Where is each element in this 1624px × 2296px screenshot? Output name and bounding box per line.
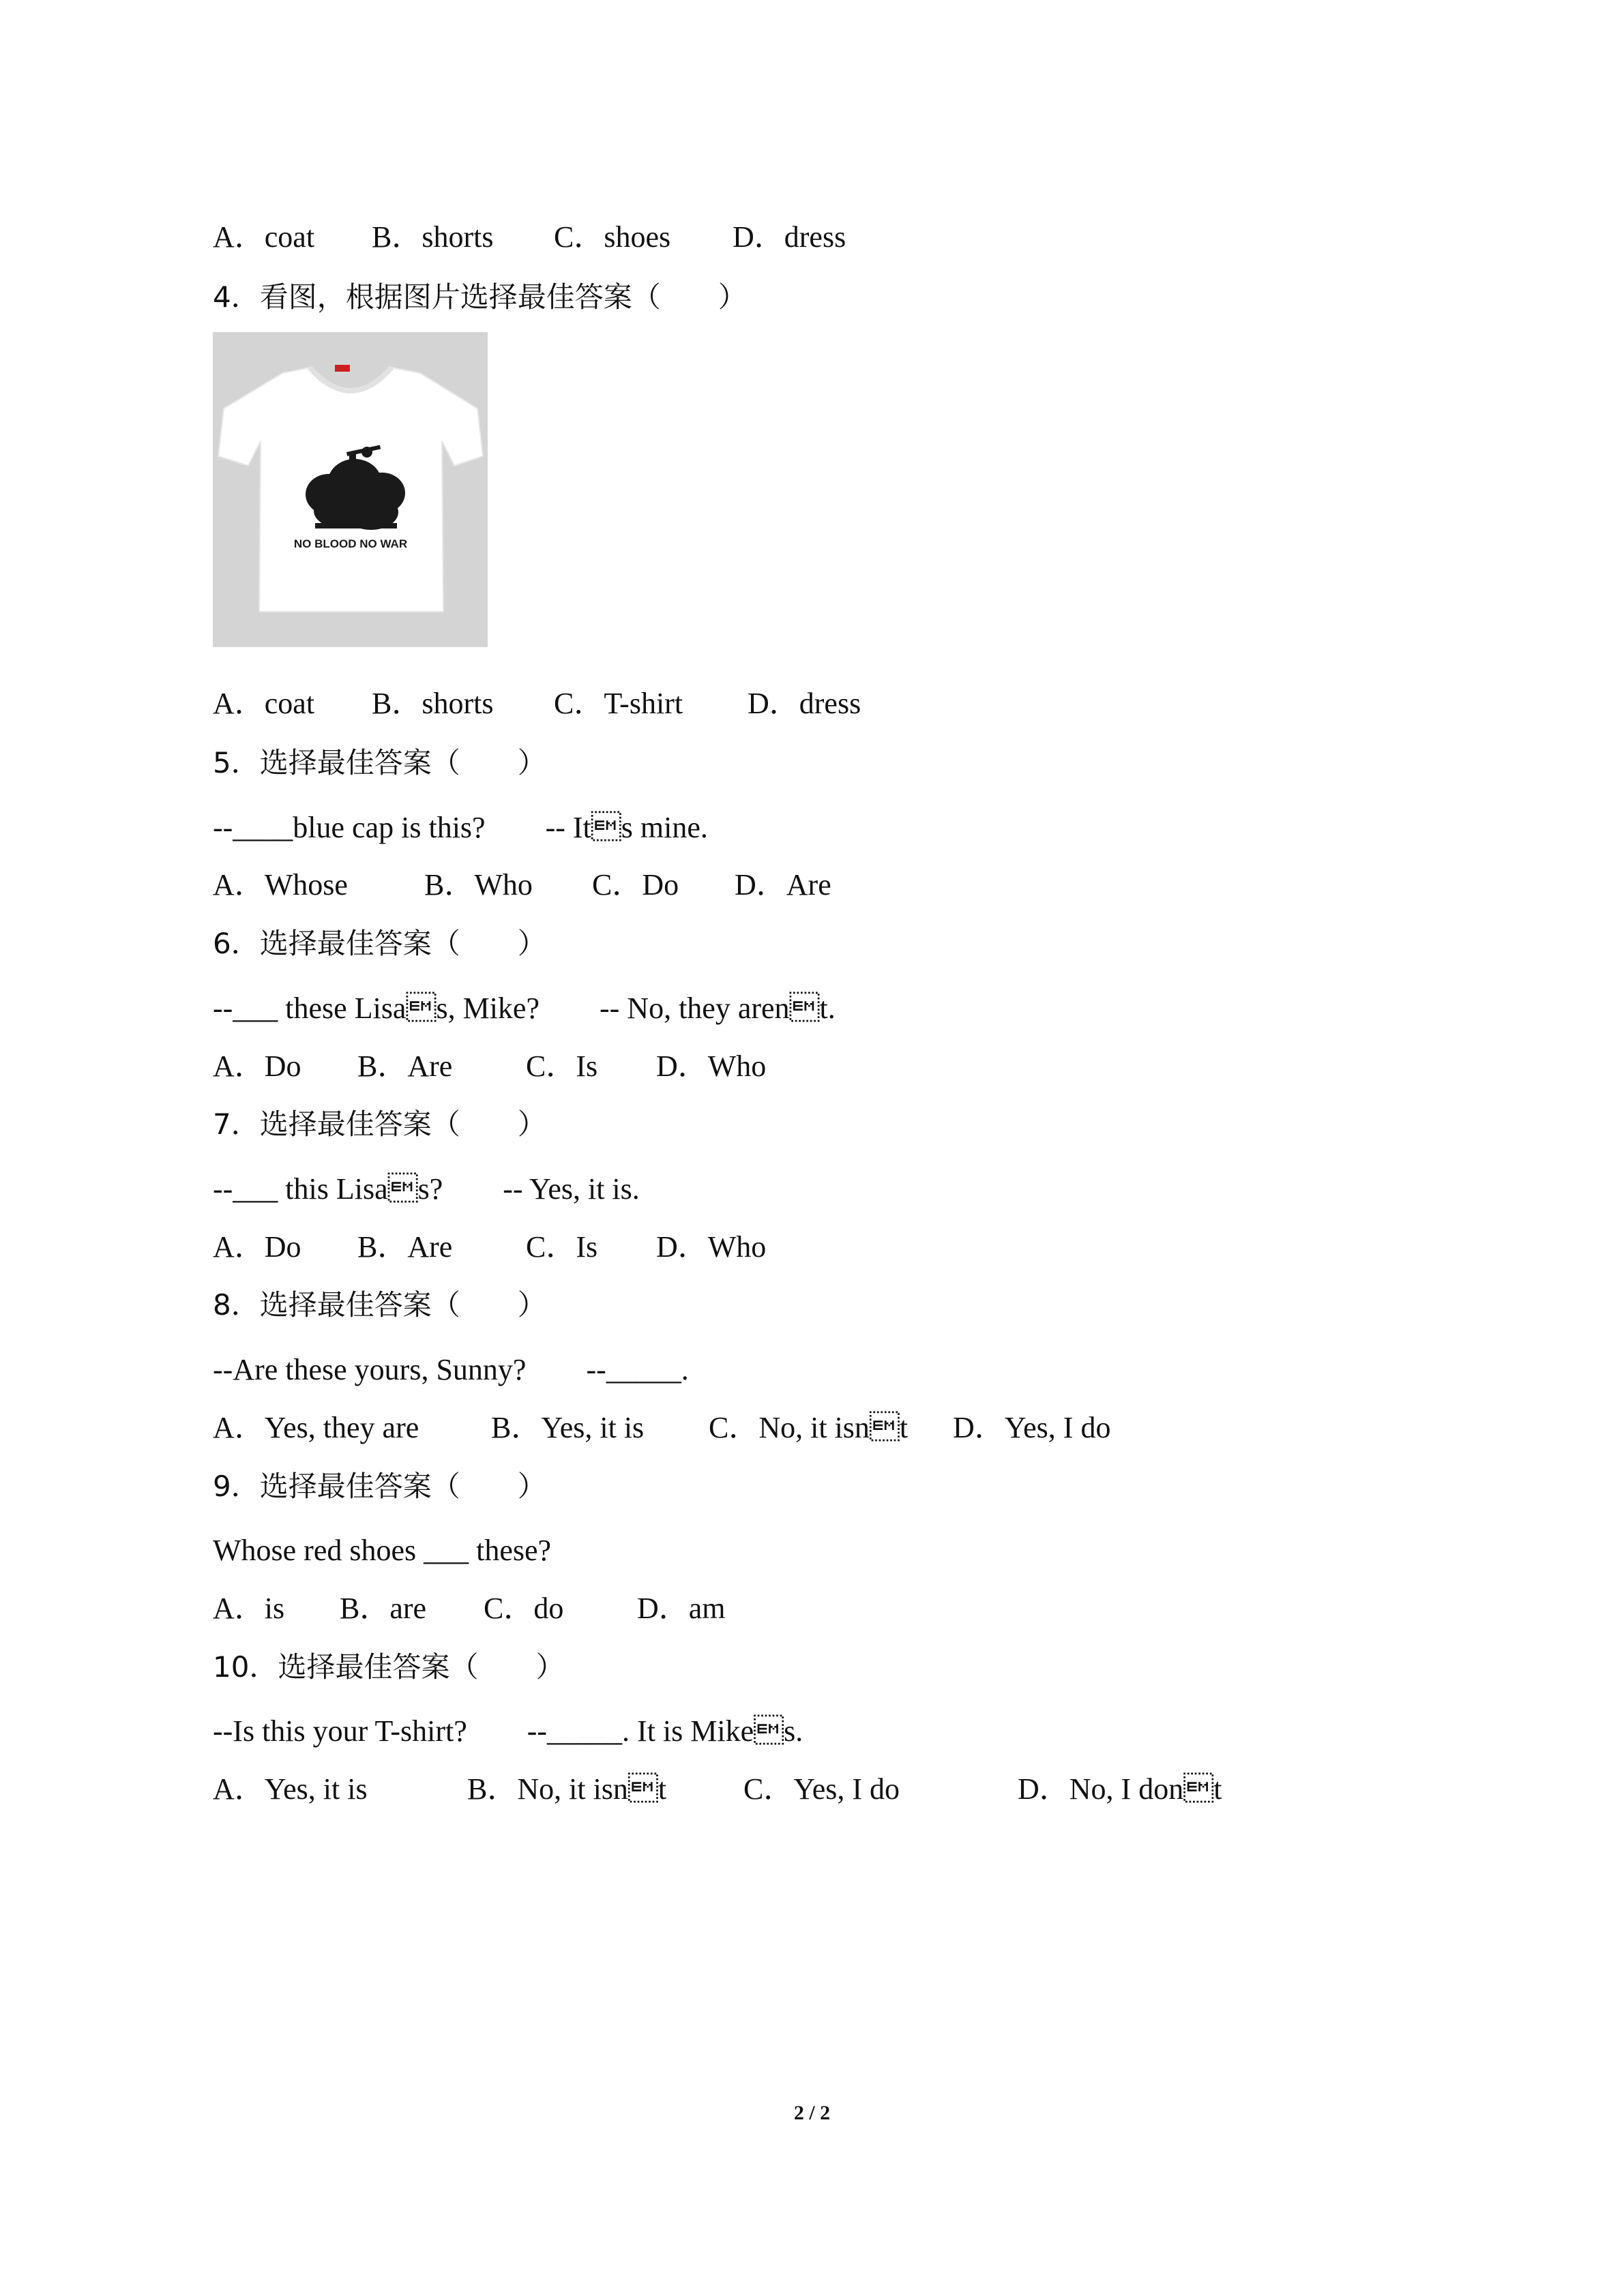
- q3-options: [213, 213, 846, 261]
- q5-options: [213, 861, 831, 909]
- page-number: 2 / 2: [793, 2102, 831, 2124]
- q10-stem: --Is this your T-shirt? --_____. It is Mikes.: [213, 1714, 803, 1748]
- q7-option-c[interactable]: C．Is: [526, 1230, 598, 1264]
- q10-title: 10．选择最佳答案（ ）: [213, 1650, 565, 1684]
- q3-option-d[interactable]: D．dress: [733, 220, 846, 254]
- q9-stem: Whose red shoes ___ these?: [213, 1534, 552, 1567]
- q4-title: 4．看图，根据图片选择最佳答案（ ）: [213, 280, 747, 314]
- q5-option-d[interactable]: D．Are: [735, 868, 831, 901]
- q5-option-b[interactable]: B．Who: [424, 868, 533, 901]
- q3-option-b[interactable]: B．shorts: [372, 220, 494, 254]
- q8-option-a[interactable]: A．Yes, they are: [213, 1411, 419, 1444]
- q4-option-b[interactable]: B．shorts: [372, 687, 494, 720]
- q4-option-c[interactable]: C．T-shirt: [554, 687, 683, 720]
- q5-option-a[interactable]: A．Whose: [213, 868, 348, 901]
- q7-option-a[interactable]: A．Do: [213, 1230, 301, 1264]
- q6-title: 6．选择最佳答案（ ）: [213, 927, 546, 960]
- q9-option-d[interactable]: D．am: [637, 1592, 726, 1625]
- q5-option-c[interactable]: C．Do: [592, 868, 679, 901]
- q9-options: [213, 1585, 726, 1632]
- q9-option-c[interactable]: C．do: [484, 1592, 564, 1625]
- q8-stem: --Are these yours, Sunny? --_____.: [213, 1353, 689, 1386]
- q9-option-a[interactable]: A．is: [213, 1592, 285, 1625]
- q6-options: [213, 1043, 767, 1090]
- q4-option-a[interactable]: A．coat: [213, 687, 315, 720]
- q9-title: 9．选择最佳答案（ ）: [213, 1470, 546, 1503]
- q5-title: 5．选择最佳答案（ ）: [213, 746, 546, 779]
- q3-option-a[interactable]: A．coat: [213, 220, 315, 254]
- q8-options: [213, 1404, 1111, 1452]
- q8-title: 8．选择最佳答案（ ）: [213, 1288, 546, 1322]
- q9-option-b[interactable]: B．are: [340, 1592, 427, 1625]
- q6-option-a[interactable]: A．Do: [213, 1049, 301, 1083]
- q7-options: [213, 1223, 767, 1271]
- q10-option-b[interactable]: B．No, it isnt: [467, 1772, 667, 1806]
- q7-option-d[interactable]: D．Who: [656, 1230, 767, 1264]
- q8-option-b[interactable]: B．Yes, it is: [491, 1411, 645, 1444]
- q6-stem: --___ these Lisas, Mike? -- No, they arent.: [213, 992, 836, 1025]
- q4-options: [213, 680, 861, 728]
- q10-option-c[interactable]: C．Yes, I do: [743, 1772, 900, 1806]
- q10-options: [213, 1765, 1222, 1813]
- tshirt-photo: [213, 332, 488, 647]
- q3-option-c[interactable]: C．shoes: [554, 220, 671, 254]
- q6-option-d[interactable]: D．Who: [656, 1049, 767, 1083]
- tshirt-icon: [213, 332, 488, 647]
- q10-option-d[interactable]: D．No, I dont: [1018, 1772, 1222, 1806]
- svg-text:NO BLOOD NO WAR: NO BLOOD NO WAR: [293, 537, 408, 550]
- q7-option-b[interactable]: B．Are: [357, 1230, 453, 1264]
- q6-option-c[interactable]: C．Is: [526, 1049, 598, 1083]
- q8-option-d[interactable]: D．Yes, I do: [953, 1411, 1111, 1444]
- q4-option-d[interactable]: D．dress: [748, 687, 861, 720]
- q6-option-b[interactable]: B．Are: [357, 1049, 453, 1083]
- q7-stem: --___ this Lisas? -- Yes, it is.: [213, 1172, 640, 1206]
- q7-title: 7．选择最佳答案（ ）: [213, 1107, 546, 1141]
- q5-stem: --____blue cap is this? -- Its mine.: [213, 811, 708, 844]
- q8-option-c[interactable]: C．No, it isnt: [709, 1411, 909, 1444]
- q10-option-a[interactable]: A．Yes, it is: [213, 1772, 368, 1806]
